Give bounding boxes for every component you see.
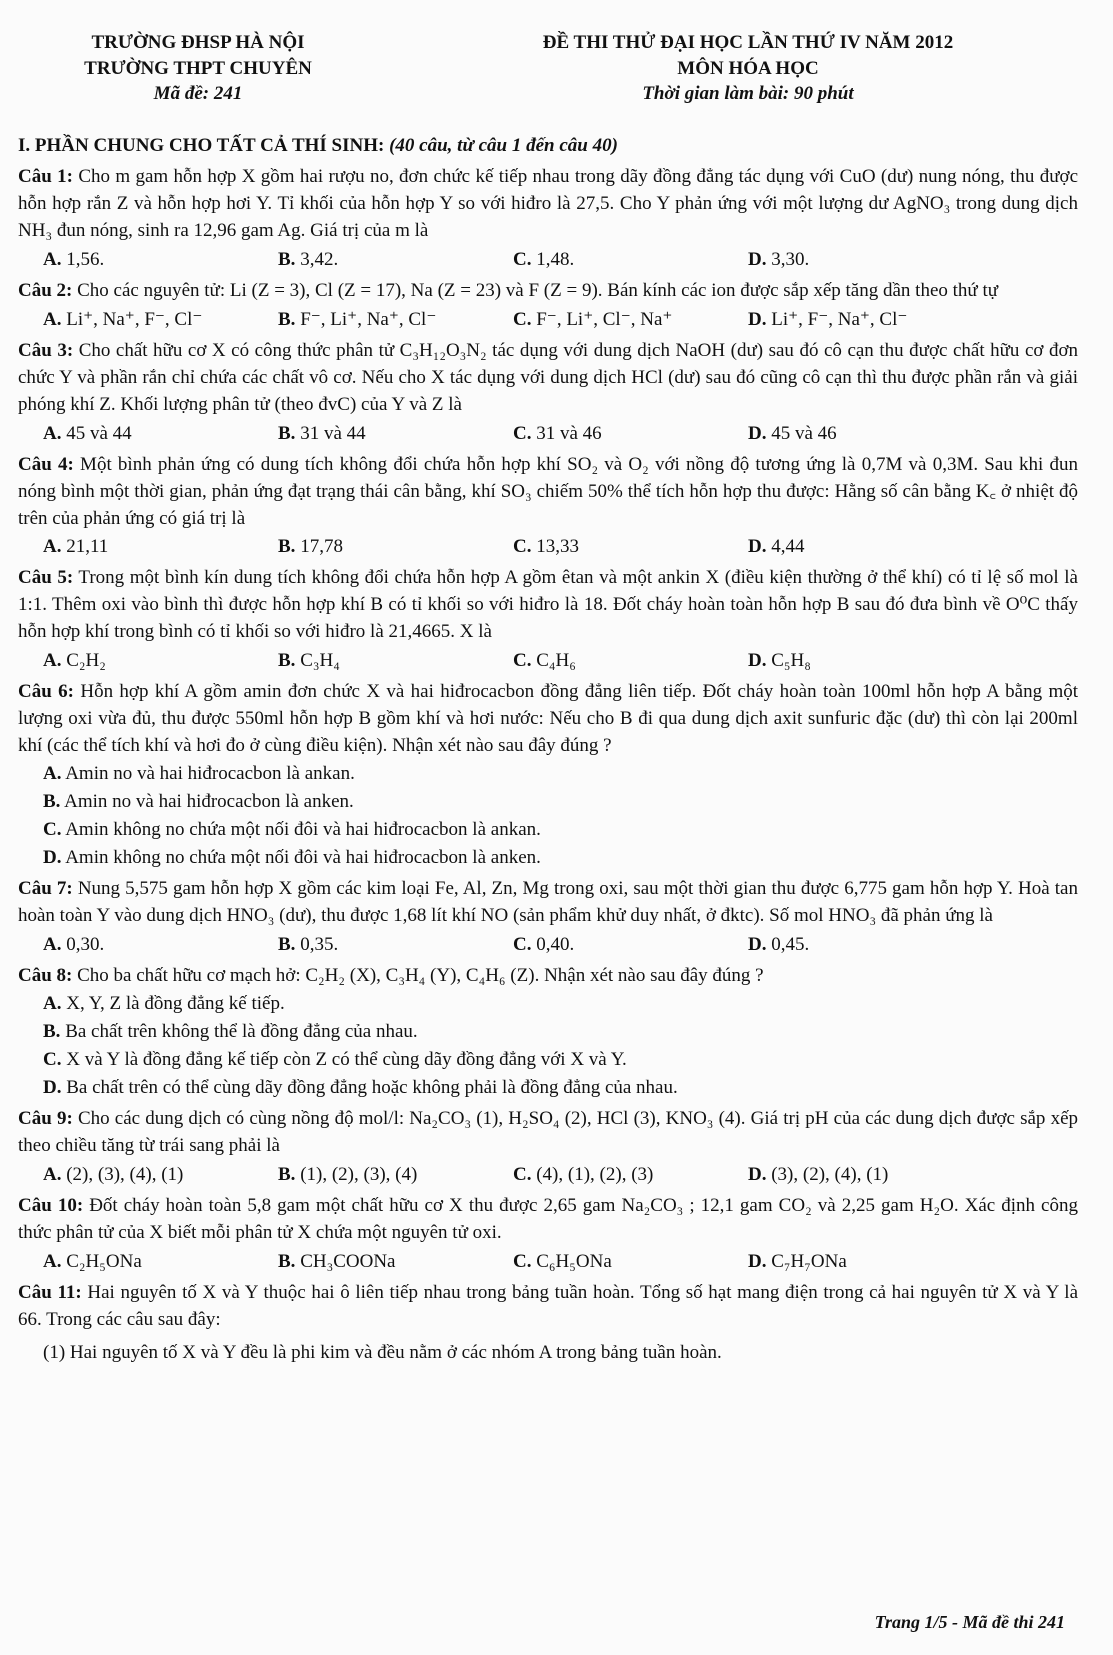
question-number: Câu 6: bbox=[18, 681, 74, 703]
answer-options bbox=[18, 307, 1078, 334]
question-number: Câu 10: bbox=[18, 1194, 84, 1216]
option-text: C₃H₄ bbox=[300, 650, 340, 672]
answer-option bbox=[513, 247, 748, 274]
option-letter: A. bbox=[43, 1163, 62, 1185]
option-letter: A. bbox=[43, 934, 62, 956]
option-text: C₅H₈ bbox=[771, 650, 811, 672]
option-letter: C. bbox=[43, 1048, 62, 1070]
option-text: Li⁺, Na⁺, F⁻, Cl⁻ bbox=[66, 308, 203, 330]
option-letter: B. bbox=[278, 422, 296, 444]
option-letter: A. bbox=[43, 650, 62, 672]
answer-option bbox=[513, 932, 748, 959]
option-text: 1,48. bbox=[536, 248, 575, 270]
option-letter: D. bbox=[748, 422, 767, 444]
option-letter: D. bbox=[43, 1076, 62, 1098]
answer-options bbox=[18, 247, 1078, 274]
question-9 bbox=[18, 1106, 1078, 1160]
option-letter: B. bbox=[278, 1250, 296, 1272]
question-number: Câu 2: bbox=[18, 279, 73, 301]
option-letter: B. bbox=[278, 248, 296, 270]
option-text: (2), (3), (4), (1) bbox=[66, 1163, 184, 1185]
question-1 bbox=[18, 164, 1078, 245]
option-text: 31 và 46 bbox=[536, 422, 602, 444]
school-name: TRƯỜNG THPT CHUYÊN bbox=[84, 57, 312, 79]
answer-options bbox=[18, 1162, 1078, 1189]
question-8 bbox=[18, 963, 1078, 990]
option-letter: C. bbox=[513, 308, 532, 330]
answer-option bbox=[748, 534, 983, 561]
option-letter: C. bbox=[513, 650, 532, 672]
option-text: 1,56. bbox=[66, 248, 105, 270]
option-text: 21,11 bbox=[66, 536, 109, 558]
option-text: 13,33 bbox=[536, 536, 579, 558]
option-text: X và Y là đồng đẳng kế tiếp còn Z có thể cùng dãy đồng đẳng với X và Y. bbox=[66, 1048, 627, 1070]
answer-option bbox=[513, 421, 748, 448]
question-statement: (1) Hai nguyên tố X và Y đều là phi kim và đều nằm ở các nhóm A trong bảng tuần hoàn. bbox=[43, 1341, 722, 1363]
option-text: Ba chất trên không thể là đồng đẳng của nhau. bbox=[65, 1020, 418, 1042]
answer-option bbox=[748, 648, 983, 675]
option-text: Li⁺, F⁻, Na⁺, Cl⁻ bbox=[771, 308, 908, 330]
answer-option bbox=[18, 789, 1078, 816]
answer-option bbox=[278, 247, 513, 274]
answer-option bbox=[748, 247, 983, 274]
option-text: Amin không no chứa một nối đôi và hai hiđrocacbon là anken. bbox=[65, 847, 541, 869]
option-letter: B. bbox=[278, 536, 296, 558]
answer-option bbox=[43, 247, 278, 274]
option-letter: C. bbox=[513, 934, 532, 956]
option-text: 0,40. bbox=[536, 934, 575, 956]
answer-option bbox=[18, 845, 1078, 872]
option-text: C₂H₂ bbox=[66, 650, 106, 672]
option-text: 45 và 44 bbox=[66, 422, 132, 444]
option-text: 3,42. bbox=[300, 248, 339, 270]
question-text: Một bình phản ứng có dung tích không đổi chứa hỗn hợp khí SO₂ và O₂ với nồng độ tương ứng là 0,7M và 0,3M. Sau khi đun nóng bình một thời gian, phản ứng đạt trạng thái cân bằng, khí SO₃ chiếm 50% thể tích hỗn hợp thu được: Hằng số cân bằng K꜀ ở nhiệt độ trên của phản ứng có giá trị là bbox=[18, 453, 1078, 529]
answer-options bbox=[18, 1249, 1078, 1276]
question-text: Cho các nguyên tử: Li (Z = 3), Cl (Z = 17), Na (Z = 23) và F (Z = 9). Bán kính các ion được sắp xếp tăng dần theo thứ tự bbox=[77, 279, 999, 301]
option-text: 0,35. bbox=[300, 934, 339, 956]
answer-option bbox=[43, 648, 278, 675]
question-text: Hỗn hợp khí A gồm amin đơn chức X và hai hiđrocacbon đồng đẳng liên tiếp. Đốt cháy hoàn toàn 100ml hỗn hợp A bằng một lượng oxi vừa đủ, thu được 550ml hỗn hợp B gồm khí và hơi nước: Nếu cho B đi qua dung dịch axit sunfuric đặc (dư) thì còn lại 200ml khí (các thể tích khí và hơi đo ở cùng điều kiện). Nhận xét nào sau đây đúng ? bbox=[18, 681, 1079, 757]
option-letter: A. bbox=[43, 308, 62, 330]
option-letter: A. bbox=[43, 422, 62, 444]
option-letter: A. bbox=[43, 992, 62, 1014]
answer-option bbox=[513, 648, 748, 675]
option-letter: D. bbox=[748, 308, 767, 330]
option-letter: D. bbox=[748, 248, 767, 270]
answer-option bbox=[278, 1162, 513, 1189]
answer-option bbox=[18, 817, 1078, 844]
answer-option bbox=[18, 1019, 1078, 1046]
question-text: Nung 5,575 gam hỗn hợp X gồm các kim loại Fe, Al, Zn, Mg trong oxi, sau một thời gian thu được 6,775 gam hỗn hợp Y. Hoà tan hoàn toàn Y vào dung dịch HNO₃ (dư), thu được 1,68 lít khí NO (sản phẩm khử duy nhất, ở đktc). Số mol HNO₃ đã phản ứng là bbox=[18, 878, 1078, 927]
question-text: Trong một bình kín dung tích không đổi chứa hỗn hợp A gồm êtan và một ankin X (điều kiện thường ở thể khí) có tỉ lệ số mol là 1:1. Thêm oxi vào bình thì được hỗn hợp khí B có tỉ khối so với hiđro là 18. Đốt cháy hoàn toàn hỗn hợp B sau đó đưa bình về O⁰C thấy hỗn hợp khí trong bình có tỉ khối so với hiđro là 21,4665. X là bbox=[18, 567, 1078, 643]
answer-option bbox=[748, 932, 983, 959]
option-letter: A. bbox=[43, 763, 62, 785]
option-letter: A. bbox=[43, 248, 62, 270]
option-letter: D. bbox=[43, 847, 62, 869]
school-block bbox=[18, 30, 378, 107]
answer-option bbox=[513, 1162, 748, 1189]
exam-page bbox=[18, 30, 1078, 1367]
option-text: F⁻, Li⁺, Cl⁻, Na⁺ bbox=[536, 308, 673, 330]
answer-option bbox=[43, 932, 278, 959]
option-letter: A. bbox=[43, 1250, 62, 1272]
section-title: I. PHẦN CHUNG CHO TẤT CẢ THÍ SINH: bbox=[18, 134, 385, 156]
answer-options bbox=[18, 534, 1078, 561]
subject-name: MÔN HÓA HỌC bbox=[677, 57, 819, 79]
answer-option bbox=[278, 421, 513, 448]
option-text: 31 và 44 bbox=[300, 422, 366, 444]
question-7 bbox=[18, 876, 1078, 930]
answer-option bbox=[43, 307, 278, 334]
question-10 bbox=[18, 1193, 1078, 1247]
answer-option bbox=[748, 1249, 983, 1276]
answer-options bbox=[18, 932, 1078, 959]
option-letter: C. bbox=[43, 819, 62, 841]
exam-code: Mã đề: 241 bbox=[153, 83, 243, 105]
question-number: Câu 5: bbox=[18, 567, 74, 589]
option-text: 0,45. bbox=[771, 934, 810, 956]
question-4 bbox=[18, 452, 1078, 533]
option-text: 3,30. bbox=[771, 248, 810, 270]
option-text: C₆H₅ONa bbox=[536, 1250, 612, 1272]
option-letter: B. bbox=[43, 1020, 61, 1042]
option-text: F⁻, Li⁺, Na⁺, Cl⁻ bbox=[300, 308, 437, 330]
question-11 bbox=[18, 1280, 1078, 1334]
option-text: C₂H₅ONa bbox=[66, 1250, 142, 1272]
option-text: Amin không no chứa một nối đôi và hai hiđrocacbon là ankan. bbox=[65, 819, 541, 841]
option-letter: B. bbox=[278, 1163, 296, 1185]
option-text: Amin no và hai hiđrocacbon là ankan. bbox=[65, 763, 355, 785]
question-number: Câu 11: bbox=[18, 1281, 82, 1303]
option-text: X, Y, Z là đồng đẳng kế tiếp. bbox=[66, 992, 285, 1014]
answer-option bbox=[43, 534, 278, 561]
answer-option bbox=[513, 1249, 748, 1276]
option-text: Amin no và hai hiđrocacbon là anken. bbox=[64, 791, 354, 813]
question-3 bbox=[18, 338, 1078, 419]
answer-option bbox=[43, 421, 278, 448]
question-text: Cho ba chất hữu cơ mạch hở: C₂H₂ (X), C₃H₄ (Y), C₄H₆ (Z). Nhận xét nào sau đây đúng ? bbox=[77, 965, 764, 987]
option-text: 0,30. bbox=[66, 934, 105, 956]
answer-option bbox=[43, 1162, 278, 1189]
option-text: (1), (2), (3), (4) bbox=[300, 1163, 418, 1185]
option-letter: C. bbox=[513, 248, 532, 270]
question-text: Đốt cháy hoàn toàn 5,8 gam một chất hữu cơ X thu được 2,65 gam Na₂CO₃ ; 12,1 gam CO₂ và 2,25 gam H₂O. Xác định công thức phân tử của X biết mỗi phân tử X chứa một nguyên tử oxi. bbox=[18, 1194, 1078, 1243]
option-letter: D. bbox=[748, 1250, 767, 1272]
option-letter: D. bbox=[748, 650, 767, 672]
answer-option bbox=[18, 991, 1078, 1018]
option-letter: D. bbox=[748, 536, 767, 558]
question-text: Cho m gam hỗn hợp X gồm hai rượu no, đơn chức kế tiếp nhau trong dãy đồng đẳng tác dụng với CuO (dư) nung nóng, thu được hỗn hợp rắn Z và hỗn hợp hơi Y. Tỉ khối của hỗn hợp Y so với hiđro là 27,5. Cho Y phản ứng với một lượng dư AgNO₃ trong dung dịch NH₃ đun nóng, sinh ra 12,96 gam Ag. Giá trị của m là bbox=[18, 165, 1079, 241]
option-text: C₄H₆ bbox=[536, 650, 576, 672]
option-letter: A. bbox=[43, 536, 62, 558]
answer-option bbox=[278, 932, 513, 959]
option-text: Ba chất trên có thể cùng dãy đồng đẳng hoặc không phải là đồng đẳng của nhau. bbox=[66, 1076, 678, 1098]
question-number: Câu 1: bbox=[18, 165, 73, 187]
answer-option bbox=[748, 421, 983, 448]
answer-options bbox=[18, 421, 1078, 448]
option-text: 4,44 bbox=[771, 536, 805, 558]
option-letter: C. bbox=[513, 1250, 532, 1272]
question-6 bbox=[18, 679, 1078, 760]
question-list bbox=[18, 164, 1078, 1367]
section-note: (40 câu, từ câu 1 đến câu 40) bbox=[389, 134, 618, 156]
question-number: Câu 7: bbox=[18, 878, 73, 900]
exam-title: ĐỀ THI THỬ ĐẠI HỌC LẦN THỨ IV NĂM 2012 bbox=[542, 32, 954, 53]
option-letter: C. bbox=[513, 1163, 532, 1185]
answer-option bbox=[18, 761, 1078, 788]
question-number: Câu 3: bbox=[18, 339, 74, 361]
page-footer: Trang 1/5 - Mã đề thi 241 bbox=[874, 1612, 1065, 1632]
question-number: Câu 4: bbox=[18, 453, 74, 475]
exam-title-block bbox=[418, 30, 1078, 107]
section-heading bbox=[18, 133, 1078, 160]
option-letter: D. bbox=[748, 934, 767, 956]
option-text: 17,78 bbox=[300, 536, 343, 558]
answer-option bbox=[18, 1047, 1078, 1074]
answer-option bbox=[513, 307, 748, 334]
question-text: Cho các dung dịch có cùng nồng độ mol/l: Na₂CO₃ (1), H₂SO₄ (2), HCl (3), KNO₃ (4). Giá trị pH của các dung dịch được sắp xếp theo chiều tăng từ trái sang phải là bbox=[18, 1107, 1079, 1156]
option-text: (3), (2), (4), (1) bbox=[771, 1163, 889, 1185]
university-name: TRƯỜNG ĐHSP HÀ NỘI bbox=[91, 32, 305, 53]
question-2 bbox=[18, 278, 1078, 305]
question-number: Câu 8: bbox=[18, 965, 73, 987]
option-text: C₇H₇ONa bbox=[771, 1250, 847, 1272]
answer-option bbox=[43, 1249, 278, 1276]
exam-header bbox=[18, 30, 1078, 107]
exam-duration: Thời gian làm bài: 90 phút bbox=[642, 83, 854, 105]
option-text: 45 và 46 bbox=[771, 422, 837, 444]
option-letter: B. bbox=[278, 308, 296, 330]
option-letter: B. bbox=[278, 650, 296, 672]
answer-option bbox=[18, 1075, 1078, 1102]
answer-option bbox=[278, 1249, 513, 1276]
option-letter: C. bbox=[513, 422, 532, 444]
answer-option bbox=[513, 534, 748, 561]
question-text: Hai nguyên tố X và Y thuộc hai ô liên tiếp nhau trong bảng tuần hoàn. Tổng số hạt mang điện trong cả hai nguyên tử X và Y là 66. Trong các câu sau đây: bbox=[18, 1281, 1079, 1330]
answer-option bbox=[278, 534, 513, 561]
option-letter: C. bbox=[513, 536, 532, 558]
option-letter: B. bbox=[278, 934, 296, 956]
answer-option bbox=[748, 1162, 983, 1189]
question-5 bbox=[18, 565, 1078, 646]
answer-option bbox=[278, 307, 513, 334]
answer-option bbox=[278, 648, 513, 675]
question-text: Cho chất hữu cơ X có công thức phân tử C₃H₁₂O₃N₂ tác dụng với dung dịch NaOH (dư) sau đó cô cạn thu được chất hữu cơ đơn chức Y và phần rắn chỉ chứa các chất vô cơ. Nếu cho X tác dụng với dung dịch HCl (dư) sau đó cũng cô cạn thì thu được phần rắn và giải phóng khí Z. Khối lượng phân tử (theo đvC) của Y và Z là bbox=[18, 339, 1079, 415]
option-letter: D. bbox=[748, 1163, 767, 1185]
option-text: (4), (1), (2), (3) bbox=[536, 1163, 654, 1185]
answer-option bbox=[748, 307, 983, 334]
question-number: Câu 9: bbox=[18, 1107, 73, 1129]
option-letter: B. bbox=[43, 791, 61, 813]
option-text: CH₃COONa bbox=[300, 1250, 396, 1272]
answer-options bbox=[18, 648, 1078, 675]
